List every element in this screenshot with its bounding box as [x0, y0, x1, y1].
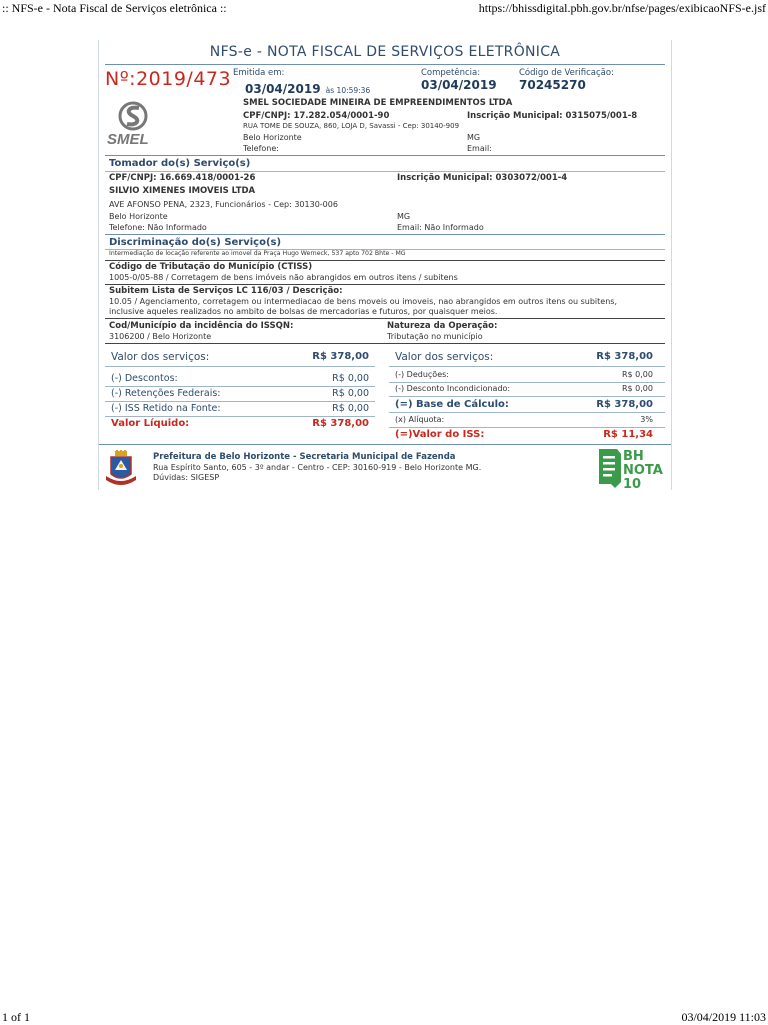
lc-label: Subitem Lista de Serviços LC 116/03 / Descrição: [109, 286, 343, 296]
page-title: :: NFS-e - Nota Fiscal de Serviços eletrônica :: [2, 1, 227, 15]
divider [105, 318, 665, 319]
nota-text: NOTA [623, 463, 663, 478]
iss-retido-value: R$ 0,00 [332, 403, 369, 414]
divider [105, 234, 665, 235]
iss-retido-label: (-) ISS Retido na Fonte: [111, 403, 221, 414]
tomador-section-title: Tomador do(s) Serviço(s) [109, 158, 251, 169]
competencia-label: Competência: [421, 68, 481, 78]
ctiss-value: 1005-0/05-88 / Corretagem de bens imóveis não abrangidos em outros itens / subitens [109, 273, 458, 282]
emitida-value [245, 78, 370, 97]
base-value: R$ 378,00 [596, 399, 653, 410]
tomador-uf: MG [397, 212, 411, 221]
divider [389, 412, 665, 413]
tomador-address: AVE AFONSO PENA, 2323, Funcionários - Cep: 30130-006 [109, 200, 338, 209]
divider [105, 343, 665, 344]
divider [105, 64, 665, 65]
iss-value: R$ 11,34 [603, 429, 653, 440]
lc-description-line2: inclusive aqueles realizados no ambito de bolsas de mercadorias e futuros, por quaisquer meios. [109, 307, 498, 316]
aliquota-value: 3% [640, 415, 653, 424]
prestador-address: RUA TOME DE SOUZA, 860, LOJA D, Savassi - Cep: 30140-909 [243, 122, 460, 130]
tomador-cnpj: CPF/CNPJ: 16.669.418/0001-26 [109, 173, 256, 183]
page-url: https://bhissdigital.pbh.gov.br/nfse/pages/exibicaoNFS-e.jsf [478, 1, 766, 15]
codigo-value: 70245270 [519, 78, 586, 92]
divider [105, 366, 375, 367]
divider [389, 427, 665, 428]
divider [389, 396, 665, 397]
emitida-date: 03/04/2019 [245, 82, 321, 96]
divider [105, 171, 665, 172]
divider [105, 386, 375, 387]
smel-logo-text: SMEL [107, 131, 149, 148]
ten-text: 10 [623, 477, 642, 490]
codigo-label: Código de Verificação: [519, 68, 614, 78]
browser-print-header [0, 0, 768, 16]
divider [105, 155, 665, 156]
prestador-inscricao: Inscrição Municipal: 0315075/001-8 [467, 111, 638, 121]
prestador-uf: MG [467, 133, 481, 142]
aliquota-label: (x) Alíquota: [395, 415, 445, 424]
footer-orgao: Prefeitura de Belo Horizonte - Secretaria Municipal de Fazenda [153, 452, 456, 462]
left-servicos-label: Valor dos serviços: [111, 351, 210, 363]
retencoes-value: R$ 0,00 [332, 388, 369, 399]
base-label: (=) Base de Cálculo: [395, 399, 509, 410]
descontos-label: (-) Descontos: [111, 373, 178, 384]
deducoes-value: R$ 0,00 [621, 370, 653, 379]
tomador-city: Belo Horizonte [109, 212, 168, 221]
prestador-email: Email: [467, 144, 492, 153]
document-title: NFS-e - NOTA FISCAL DE SERVIÇOS ELETRÔNICA [209, 44, 561, 60]
discriminacao-section-title: Discriminação do(s) Serviço(s) [109, 237, 282, 248]
descontos-value: R$ 0,00 [332, 373, 369, 384]
footer-address: Rua Espírito Santo, 605 - 3º andar - Centro - CEP: 30160-919 - Belo Horizonte MG. [153, 463, 482, 472]
divider [105, 401, 375, 402]
browser-print-footer [0, 1010, 768, 1024]
desconto-inc-value: R$ 0,00 [621, 384, 653, 393]
competencia-value: 03/04/2019 [421, 78, 497, 92]
natureza-value: Tributação no município [387, 332, 483, 341]
pbh-coat-of-arms-icon [103, 450, 139, 488]
tomador-phone: Telefone: Não Informado [109, 223, 207, 232]
smel-logo [105, 100, 167, 152]
liquido-value: R$ 378,00 [312, 418, 369, 429]
divider [99, 444, 671, 445]
divider [105, 260, 665, 261]
divider [105, 284, 665, 285]
page-count: 1 of 1 [2, 1010, 30, 1024]
prestador-phone: Telefone: [243, 144, 279, 153]
discriminacao-text: Intermediação de locação referente ao imovel da Praça Hugo Werneck, 537 apto 702 Bhte - MG [109, 250, 406, 257]
prestador-city: Belo Horizonte [243, 133, 302, 142]
iss-label: (=)Valor do ISS: [395, 429, 485, 440]
natureza-label: Natureza da Operação: [387, 321, 498, 331]
deducoes-label: (-) Deduções: [395, 370, 449, 379]
prestador-name: SMEL SOCIEDADE MINEIRA DE EMPREENDIMENTOS LTDA [243, 98, 513, 108]
divider [389, 382, 665, 383]
prestador-cnpj: CPF/CNPJ: 17.282.054/0001-90 [243, 111, 390, 121]
ctiss-label: Código de Tributação do Município (CTISS) [109, 262, 313, 272]
bh-text: BH [623, 449, 644, 464]
retencoes-label: (-) Retenções Federais: [111, 388, 221, 399]
tomador-name: SILVIO XIMENES IMOVEIS LTDA [109, 186, 256, 196]
invoice-number: Nº:2019/473 [105, 68, 232, 90]
bh-nota-10-logo [595, 446, 673, 490]
municipio-label: Cod/Município da incidência do ISSQN: [109, 321, 294, 331]
divider [105, 416, 375, 417]
right-servicos-value: R$ 378,00 [596, 351, 653, 362]
right-servicos-label: Valor dos serviços: [395, 351, 494, 363]
lc-description-line1: 10.05 / Agenciamento, corretagem ou intermediacao de bens moveis ou imoveis, nao abrangidos em outros itens ou subitens, [109, 297, 617, 306]
emitida-time: às 10:59:36 [325, 86, 371, 95]
nfse-document [98, 40, 672, 490]
left-servicos-value: R$ 378,00 [312, 351, 369, 362]
footer-duvidas: Dúvidas: SIGESP [153, 473, 220, 482]
tomador-email: Email: Não Informado [397, 223, 484, 232]
municipio-value: 3106200 / Belo Horizonte [109, 332, 212, 341]
divider [389, 366, 665, 367]
printed-at: 03/04/2019 11:03 [681, 1010, 766, 1024]
desconto-inc-label: (-) Desconto Incondicionado: [395, 384, 511, 393]
liquido-label: Valor Líquido: [111, 418, 190, 429]
emitida-label: Emitida em: [233, 68, 285, 78]
tomador-inscricao: Inscrição Municipal: 0303072/001-4 [397, 173, 568, 183]
